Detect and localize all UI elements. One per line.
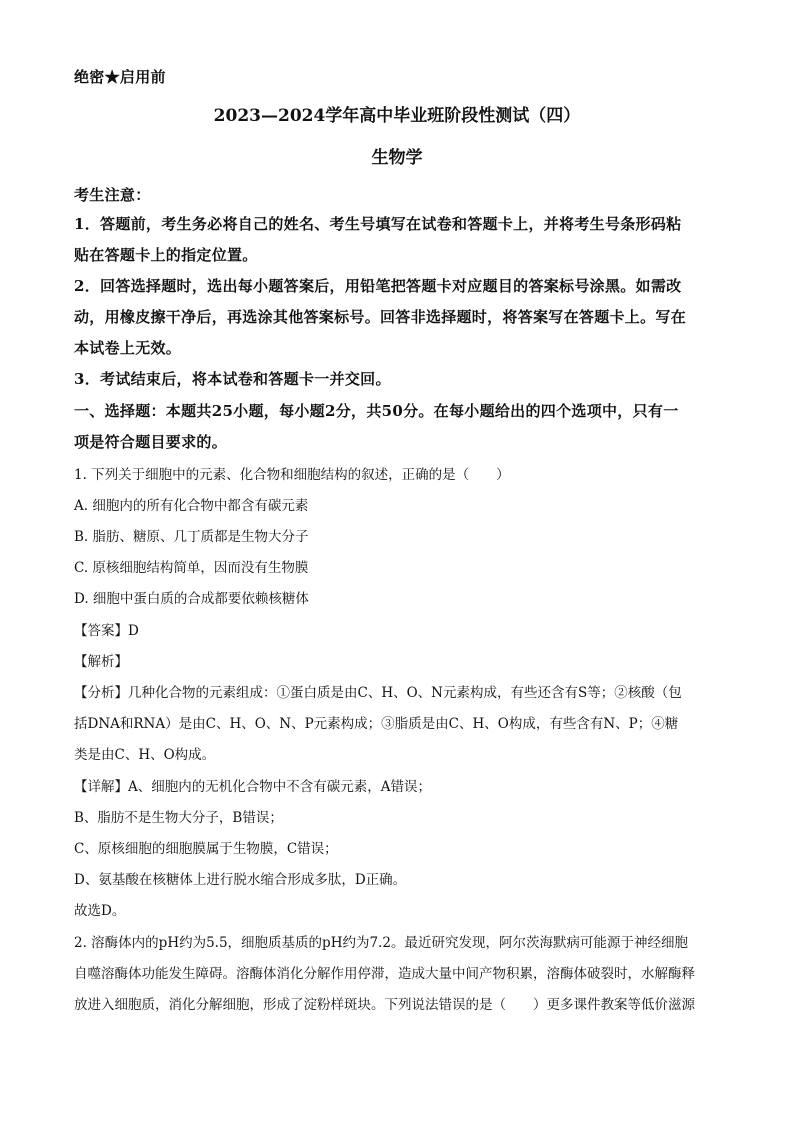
- question-1-analysis-label: 【解析】: [74, 654, 128, 670]
- section-1-heading-line-1: 一、选择题：本题共25小题，每小题2分，共50分。在每小题给出的四个选项中，只有一: [74, 402, 679, 420]
- question-1-option-b: B. 脂肪、糖原、几丁质都是生物大分子: [74, 529, 309, 545]
- question-1-detail-line-1: 【详解】A、细胞内的无机化合物中不含有碳元素，A错误；: [74, 779, 431, 795]
- question-2-line-3: 放进入细胞质，消化分解细胞，形成了淀粉样斑块。下列说法错误的是（ ）更多课件教案等低价滋源: [74, 997, 695, 1013]
- question-1-stem: 1. 下列关于细胞中的元素、化合物和细胞结构的叙述，正确的是（ ）: [74, 467, 510, 483]
- question-1-option-d: D. 细胞中蛋白质的合成都要依赖核糖体: [74, 591, 309, 607]
- question-1-option-c: C. 原核细胞结构简单，因而没有生物膜: [74, 560, 309, 576]
- question-1-detail-line-4: D、氨基酸在核糖体上进行脱水缩合形成多肽，D正确。: [74, 872, 407, 888]
- question-1-fenxi-line-1: 【分析】几种化合物的元素组成：①蛋白质是由C、H、O、N元素构成，有些还含有S等；②核酸（包: [74, 685, 682, 701]
- notice-item-1-line-2: 贴在答题卡上的指定位置。: [74, 246, 258, 264]
- secret-mark: 绝密★启用前: [74, 68, 166, 86]
- question-1-detail-line-3: C、原核细胞的细胞膜属于生物膜，C错误；: [74, 841, 338, 857]
- section-1-heading-line-2: 项是符合题目要求的。: [74, 433, 228, 451]
- notice-item-2-line-3: 本试卷上无效。: [74, 339, 182, 357]
- question-1-detail-line-2: B、脂肪不是生物大分子，B错误；: [74, 810, 283, 826]
- question-1-fenxi-line-2: 括DNA和RNA）是由C、H、O、N、P元素构成；③脂质是由C、H、O构成，有些含有N、P；④糖: [74, 716, 679, 732]
- question-1-conclusion: 故选D。: [74, 903, 126, 919]
- notice-item-2-line-2: 动，用橡皮擦干净后，再选涂其他答案标号。回答非选择题时，将答案写在答题卡上。写在: [74, 308, 687, 326]
- question-1-option-a: A. 细胞内的所有化合物中都含有碳元素: [74, 498, 309, 514]
- question-2-line-1: 2. 溶酶体内的pH约为5.5，细胞质基质的pH约为7.2。最近研究发现，阿尔茨海默病可能源于神经细胞: [74, 935, 688, 951]
- exam-title: 2023—2024学年高中毕业班阶段性测试（四）: [213, 106, 581, 126]
- notice-item-2-line-1: 2．回答选择题时，选出每小题答案后，用铅笔把答题卡对应题目的答案标号涂黑。如需改: [74, 277, 682, 295]
- question-1-fenxi-line-3: 类是由C、H、O构成。: [74, 747, 216, 763]
- exam-subject: 生物学: [371, 148, 423, 168]
- question-1-answer: 【答案】D: [74, 623, 139, 639]
- notice-item-3-line-1: 3．考试结束后，将本试卷和答题卡一并交回。: [74, 370, 391, 388]
- notice-heading: 考生注意：: [74, 186, 151, 204]
- question-2-line-2: 自噬溶酶体功能发生障碍。溶酶体消化分解作用停滞，造成大量中间产物积累，溶酶体破裂时，水解酶释: [74, 966, 695, 982]
- notice-item-1-line-1: 1．答题前，考生务必将自己的姓名、考生号填写在试卷和答题卡上，并将考生号条形码粘: [74, 215, 682, 233]
